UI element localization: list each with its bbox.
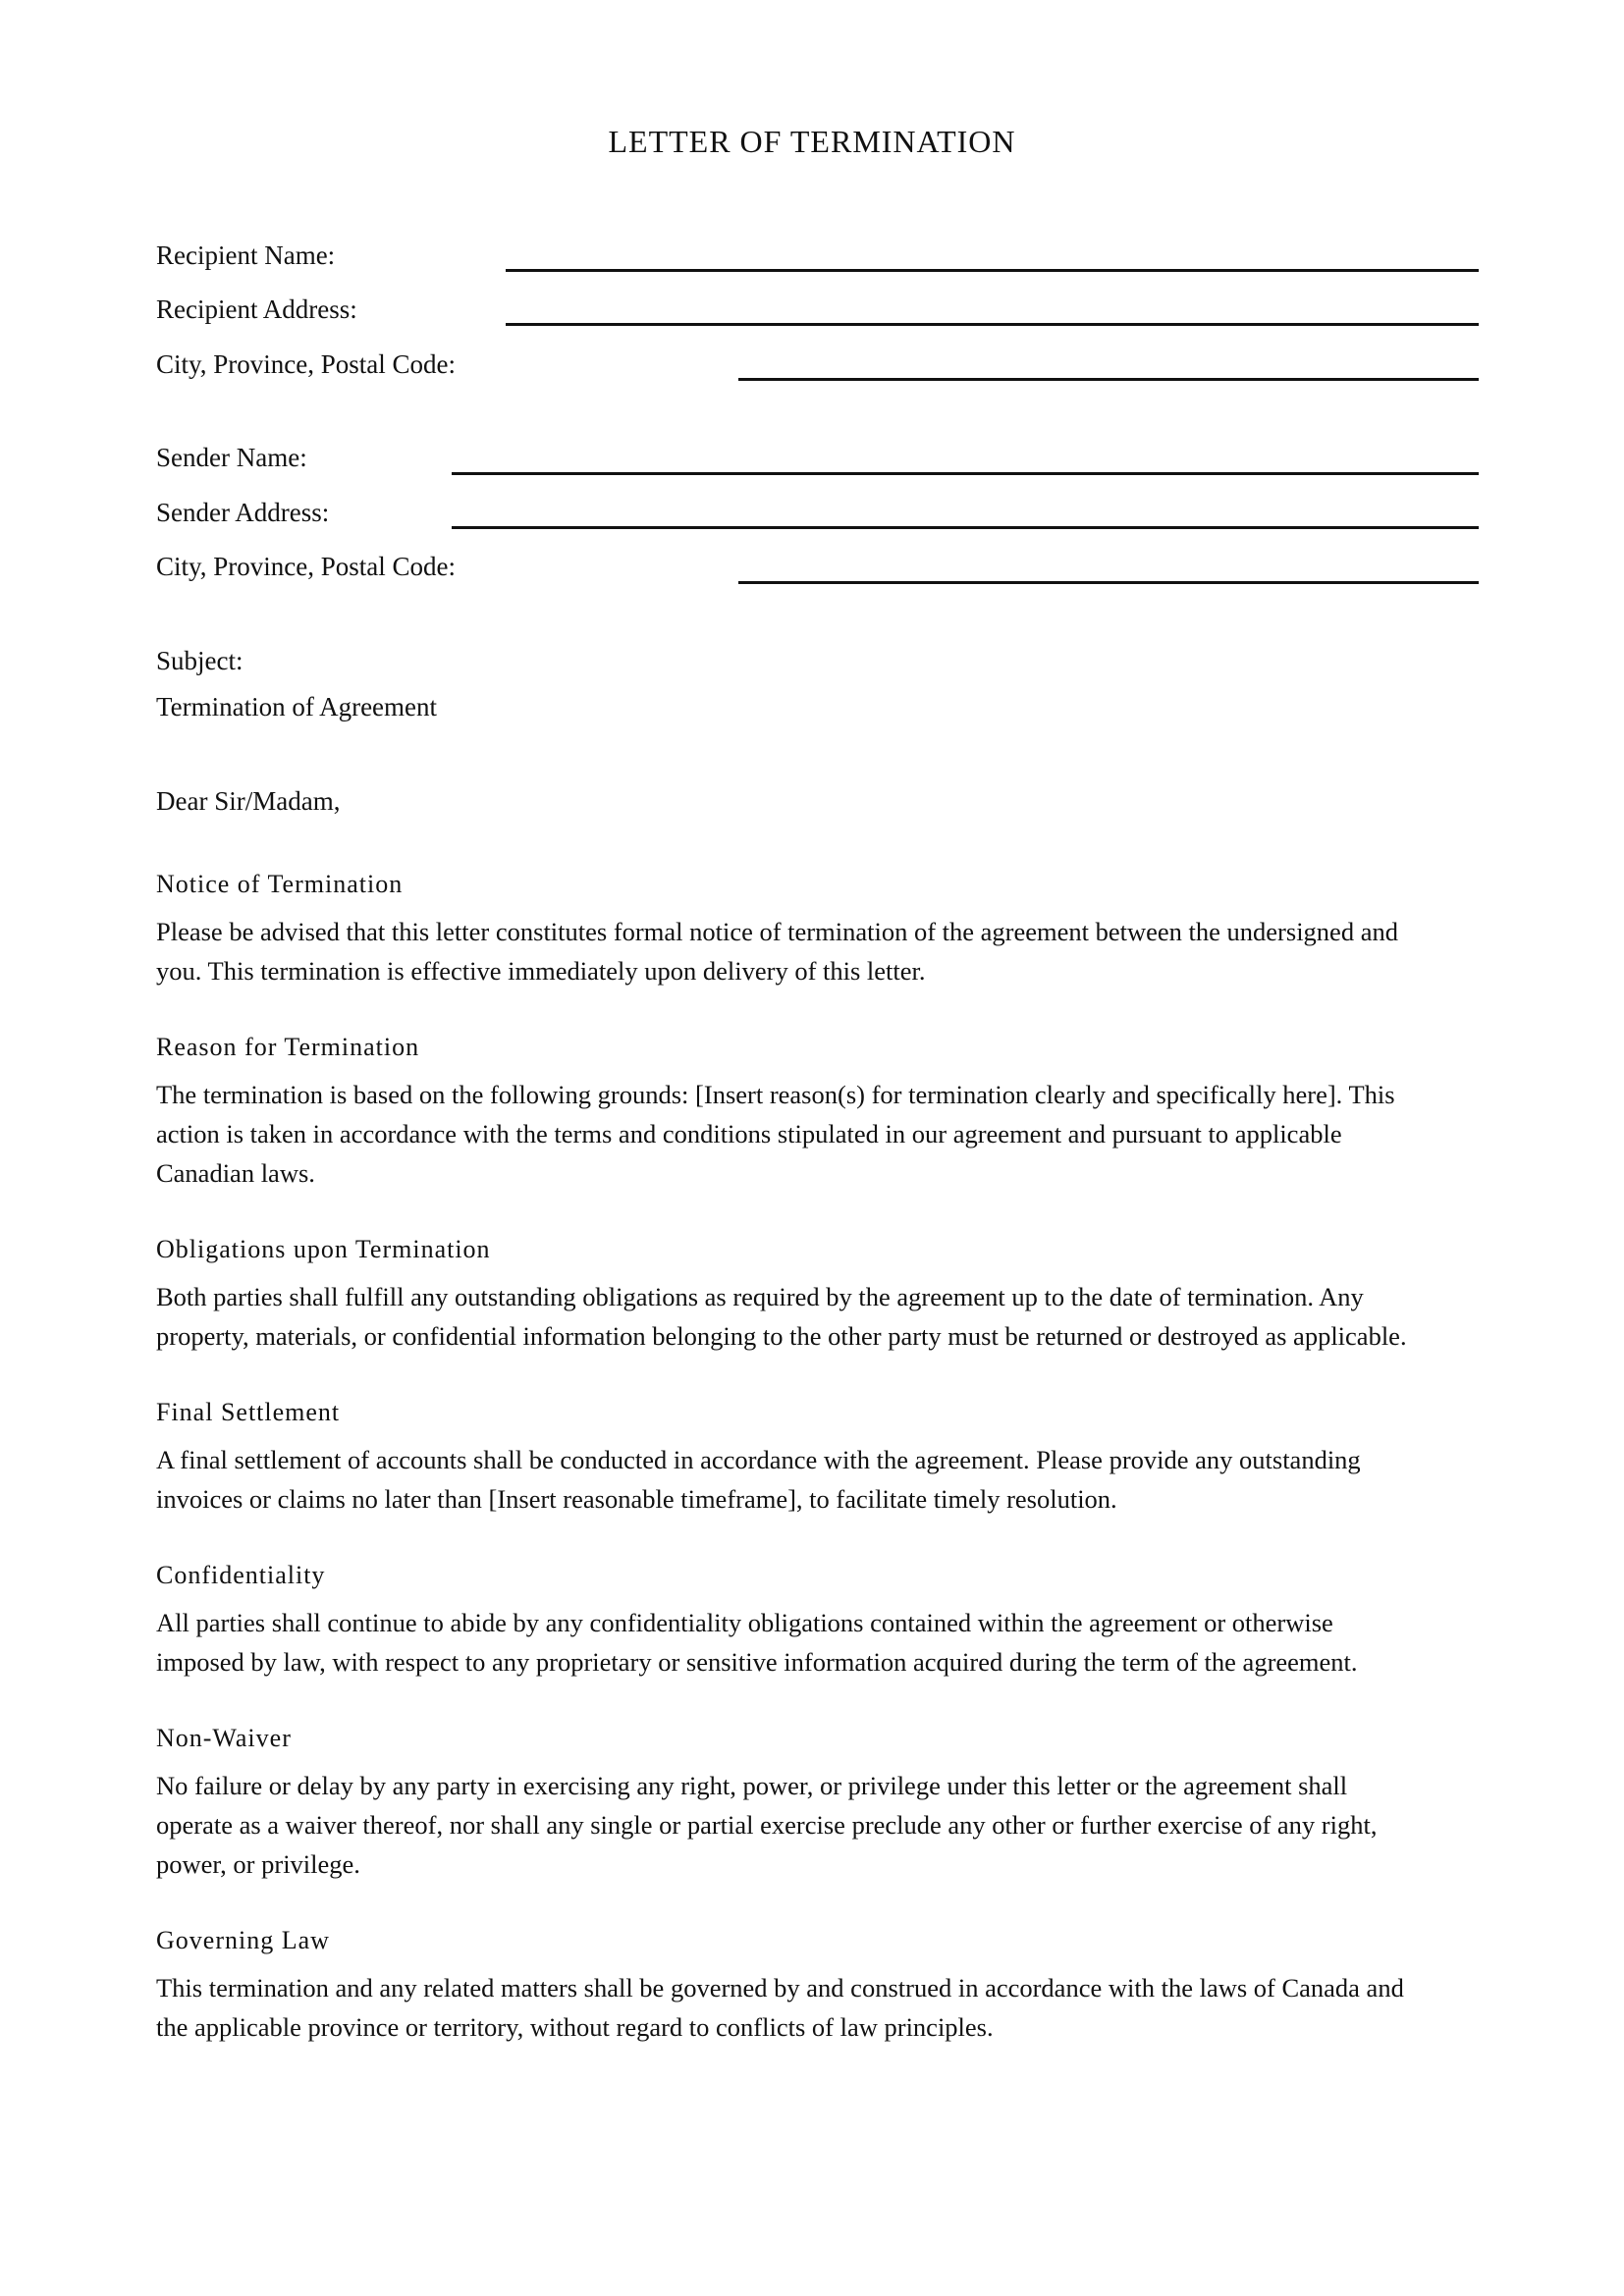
section-body: [156, 1075, 1482, 1193]
body-line: imposed by law, with respect to any proprietary or sensitive information acquired during the term of the agreement.: [156, 1647, 1358, 1677]
recipient-address-field: [156, 290, 1479, 329]
body-line: Both parties shall fulfill any outstanding obligations as required by the agreement up to the date of termination. Any: [156, 1282, 1364, 1311]
body-line: A final settlement of accounts shall be conducted in accordance with the agreement. Please provide any outstanding: [156, 1445, 1361, 1474]
section-body: [156, 912, 1482, 990]
section-body: [156, 1440, 1482, 1519]
body-line: the applicable province or territory, without regard to conflicts of law principles.: [156, 2012, 994, 2042]
section-body: [156, 1968, 1482, 2047]
sender-address-blank[interactable]: [452, 526, 1479, 529]
sender-city-field: [156, 547, 1479, 586]
recipient-city-label: City, Province, Postal Code:: [156, 349, 456, 379]
body-line: Canadian laws.: [156, 1158, 315, 1188]
body-line: you. This termination is effective immediately upon delivery of this letter.: [156, 956, 926, 986]
subject-value: Termination of Agreement: [156, 692, 438, 721]
sender-name-label: Sender Name:: [156, 443, 307, 472]
body-line: All parties shall continue to abide by any confidentiality obligations contained within the agreement or otherwise: [156, 1608, 1333, 1637]
recipient-name-blank[interactable]: [506, 269, 1479, 272]
body-line: This termination and any related matters shall be governed by and construed in accordance with the laws of Canada and: [156, 1973, 1404, 2002]
document-title: LETTER OF TERMINATION: [608, 124, 1016, 159]
section-body: [156, 1766, 1482, 1884]
sender-city-label: City, Province, Postal Code:: [156, 552, 456, 581]
section-body: [156, 1603, 1482, 1682]
body-line: action is taken in accordance with the terms and conditions stipulated in our agreement and pursuant to applicable: [156, 1119, 1342, 1148]
section-heading: Final Settlement: [156, 1398, 341, 1426]
recipient-address-blank[interactable]: [506, 323, 1479, 326]
sender-name-field: [156, 438, 1479, 477]
section-heading: Reason for Termination: [156, 1033, 420, 1061]
recipient-address-label: Recipient Address:: [156, 294, 357, 324]
body-line: Please be advised that this letter constitutes formal notice of termination of the agreement between the undersigned and: [156, 917, 1398, 946]
section-heading: Governing Law: [156, 1926, 330, 1954]
body-line: operate as a waiver thereof, nor shall any single or partial exercise preclude any other or further exercise of any right,: [156, 1810, 1378, 1840]
body-line: property, materials, or confidential information belonging to the other party must be returned or destroyed as applicable.: [156, 1321, 1407, 1351]
sender-address-label: Sender Address:: [156, 498, 330, 527]
recipient-name-label: Recipient Name:: [156, 240, 336, 270]
body-line: No failure or delay by any party in exercising any right, power, or privilege under this letter or the agreement shall: [156, 1771, 1348, 1800]
sender-address-field: [156, 493, 1479, 532]
section-heading: Notice of Termination: [156, 870, 404, 898]
section-heading: Confidentiality: [156, 1561, 326, 1589]
section-body: [156, 1277, 1482, 1356]
body-line: power, or privilege.: [156, 1849, 360, 1879]
sender-name-blank[interactable]: [452, 472, 1479, 475]
recipient-name-field: [156, 236, 1479, 275]
salutation: Dear Sir/Madam,: [156, 786, 341, 816]
section-heading: Obligations upon Termination: [156, 1235, 491, 1263]
recipient-city-blank[interactable]: [738, 378, 1479, 381]
body-line: invoices or claims no later than [Insert reasonable timeframe], to facilitate timely resolution.: [156, 1484, 1117, 1514]
section-heading: Non-Waiver: [156, 1724, 292, 1752]
subject-label: Subject:: [156, 646, 244, 675]
body-line: The termination is based on the following grounds: [Insert reason(s) for termination clearly and specifically here]. This: [156, 1080, 1395, 1109]
sender-city-blank[interactable]: [738, 581, 1479, 584]
recipient-city-field: [156, 345, 1479, 384]
